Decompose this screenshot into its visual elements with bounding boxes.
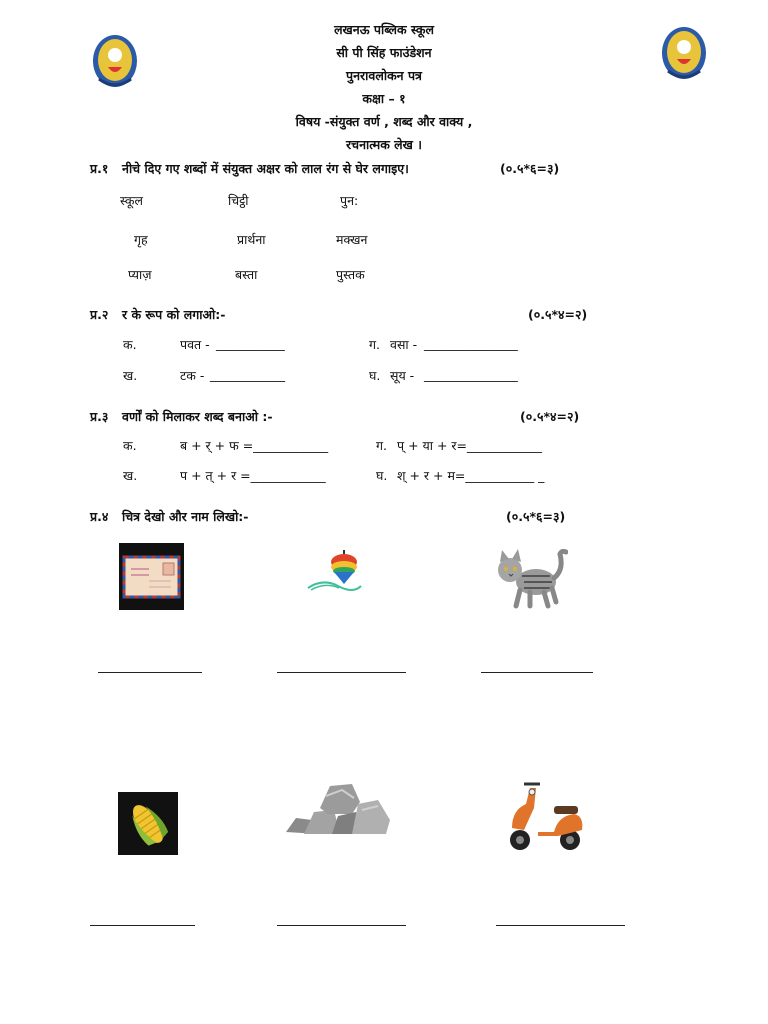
- q2-item-word: पवत -: [180, 337, 210, 352]
- corn-icon: [118, 792, 178, 855]
- q2-item-key: घ.: [369, 368, 381, 383]
- answer-line: [90, 925, 195, 926]
- q2-number: प्र.२: [90, 307, 109, 322]
- q3-item-key: ग.: [376, 438, 388, 453]
- q3-item-key: ख.: [123, 468, 138, 483]
- q2-item-blank: ___________: [216, 336, 285, 351]
- q1-word: प्याज़: [128, 267, 152, 282]
- q2-item-key: क.: [123, 337, 137, 352]
- q2-text: र के रूप को लगाओ:-: [122, 307, 226, 322]
- cat-icon: [494, 542, 568, 612]
- q1-text: नीचे दिए गए शब्दों में संयुक्त अक्षर को लाल रंग से घेर लगाइए।: [122, 161, 409, 176]
- rocks-icon: [282, 780, 398, 840]
- q3-text: वर्णों को मिलाकर शब्द बनाओ :-: [122, 409, 273, 424]
- school-name: लखनऊ पब्लिक स्कूल: [334, 22, 434, 37]
- q2-item-blank: _______________: [424, 367, 518, 382]
- q1-word: चिट्ठी: [228, 193, 249, 208]
- school-logo-left-icon: [91, 33, 139, 89]
- answer-line: [277, 672, 406, 673]
- class-label: कक्षा – १: [362, 91, 406, 106]
- q1-word: गृह: [134, 232, 148, 247]
- q2-item-word: सूय -: [390, 368, 415, 383]
- q3-item-key: क.: [123, 438, 137, 453]
- q1-number: प्र.१: [90, 161, 109, 176]
- q1-word: पुन:: [340, 193, 359, 208]
- q3-item-expr: ब + र् + फ =____________: [180, 438, 329, 453]
- q3-item-key: घ.: [376, 468, 388, 483]
- scooter-icon: [498, 768, 592, 860]
- q3-marks: (०.५*४=२): [520, 409, 580, 424]
- q4-marks: (०.५*६=३): [506, 509, 566, 524]
- foundation-name: सी पी सिंह फाउंडेशन: [336, 45, 432, 60]
- q3-item-expr: प् + या + र=____________: [397, 438, 543, 453]
- school-logo-right-icon: [660, 25, 708, 81]
- q1-word: पुस्तक: [336, 267, 365, 282]
- q4-number: प्र.४: [90, 509, 109, 524]
- answer-line: [98, 672, 202, 673]
- q2-item-blank: ____________: [210, 367, 285, 382]
- q3-number: प्र.३: [90, 409, 109, 424]
- answer-line: [277, 925, 406, 926]
- q2-item-blank: _______________: [424, 336, 518, 351]
- q3-item-expr: प + त् + र =____________: [180, 468, 326, 483]
- subject-label: विषय -संयुक्त वर्ण , शब्द और वाक्य ,: [295, 114, 473, 129]
- sheet-title: पुनरावलोकन पत्र: [346, 68, 422, 83]
- q1-word: प्रार्थना: [237, 232, 266, 247]
- q2-marks: (०.५*४=२): [528, 307, 588, 322]
- answer-line: [481, 672, 593, 673]
- q2-item-key: ख.: [123, 368, 138, 383]
- q2-item-word: टक -: [180, 368, 205, 383]
- envelope-icon: [119, 543, 184, 610]
- q1-marks: (०.५*६=३): [500, 161, 560, 176]
- q1-word: मक्खन: [336, 232, 368, 247]
- q2-item-word: वसा -: [390, 337, 418, 352]
- q1-word: स्कूल: [120, 193, 143, 208]
- q2-item-key: ग.: [369, 337, 381, 352]
- answer-line: [496, 925, 625, 926]
- spinning-top-icon: [303, 548, 365, 598]
- q4-text: चित्र देखो और नाम लिखो:-: [122, 509, 249, 524]
- subject-label-cont: रचनात्मक लेख ।: [346, 137, 422, 152]
- q1-word: बस्ता: [235, 267, 258, 282]
- q3-item-expr: श् + र + म=___________ _: [397, 468, 545, 483]
